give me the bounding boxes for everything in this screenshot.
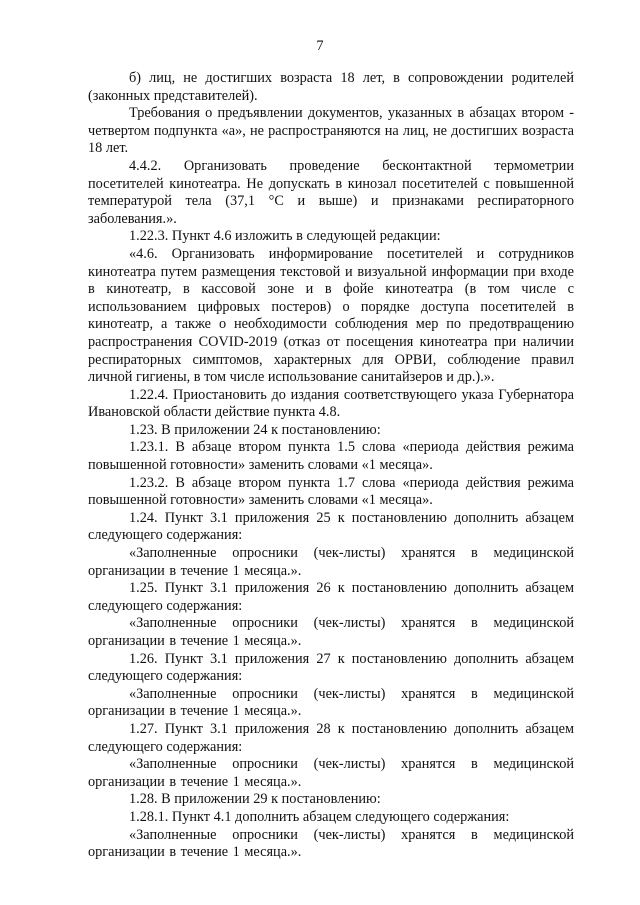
- paragraph-8: 1.23.1. В абзаце втором пункта 1.5 слова «периода действия режима повышенной готовности» заменить словами «1 месяца».: [88, 439, 574, 474]
- paragraph-3: 4.4.2. Организовать проведение бесконтактной термометрии посетителей кинотеатра. Не допускать в кинозал посетителей с повышенной температурой тела (37,1 °С и выше) и признаками респираторного заболевания.».: [88, 157, 574, 227]
- paragraph-6: 1.22.4. Приостановить до издания соответствующего указа Губернатора Ивановской области действие пункта 4.8.: [88, 386, 574, 421]
- paragraph-15: «Заполненные опросники (чек-листы) хранятся в медицинской организации в течение 1 месяца.».: [88, 685, 574, 720]
- paragraph-13: «Заполненные опросники (чек-листы) хранятся в медицинской организации в течение 1 месяца.».: [88, 615, 574, 649]
- paragraph-1: б) лиц, не достигших возраста 18 лет, в сопровождении родителей (законных представителей).: [88, 70, 574, 104]
- paragraph-11: «Заполненные опросники (чек-листы) хранятся в медицинской организации в течение 1 месяца.».: [88, 545, 574, 579]
- paragraph-19: 1.28.1. Пункт 4.1 дополнить абзацем следующего содержания:: [129, 808, 510, 825]
- paragraph-16: 1.27. Пункт 3.1 приложения 28 к постановлению дополнить абзацем следующего содержания:: [88, 720, 574, 755]
- paragraph-4: 1.22.3. Пункт 4.6 изложить в следующей редакции:: [129, 228, 441, 245]
- paragraph-20: «Заполненные опросники (чек-листы) хранятся в медицинской организации в течение 1 месяца.».: [88, 826, 574, 861]
- paragraph-7: 1.23. В приложении 24 к постановлению:: [129, 421, 381, 438]
- paragraph-9: 1.23.2. В абзаце втором пункта 1.7 слова «периода действия режима повышенной готовности» заменить словами «1 месяца».: [88, 474, 574, 509]
- paragraph-5: «4.6. Организовать информирование посетителей и сотрудников кинотеатра путем размещения текстовой и визуальной информации при входе в кинотеатр, в кассовой зоне и в фойе кинотеатра (в том числе с использованием цифровых постеров) о порядке доступа посетителей в кинотеатр, а также о необходимости соблюдения мер по предотвращению распространения COVID-2019 (отказ от посещения кинотеатра при наличии респираторных симптомов, характерных для ОРВИ, соблюдение правил личной гигиены, в том числе использование санитайзеров и др.).».: [88, 245, 574, 386]
- page-number: 7: [316, 38, 324, 54]
- paragraph-18: 1.28. В приложении 29 к постановлению:: [129, 791, 381, 808]
- document-body: [88, 70, 574, 862]
- paragraph-12: 1.25. Пункт 3.1 приложения 26 к постановлению дополнить абзацем следующего содержания:: [88, 580, 574, 614]
- paragraph-14: 1.26. Пункт 3.1 приложения 27 к постановлению дополнить абзацем следующего содержания:: [88, 650, 574, 685]
- paragraph-2: Требования о предъявлении документов, указанных в абзацах втором - четвертом подпункта «а», не распространяются на лиц, не достигших возраста 18 лет.: [88, 105, 574, 157]
- paragraph-10: 1.24. Пункт 3.1 приложения 25 к постановлению дополнить абзацем следующего содержания:: [88, 509, 574, 544]
- paragraph-17: «Заполненные опросники (чек-листы) хранятся в медицинской организации в течение 1 месяца.».: [88, 756, 574, 790]
